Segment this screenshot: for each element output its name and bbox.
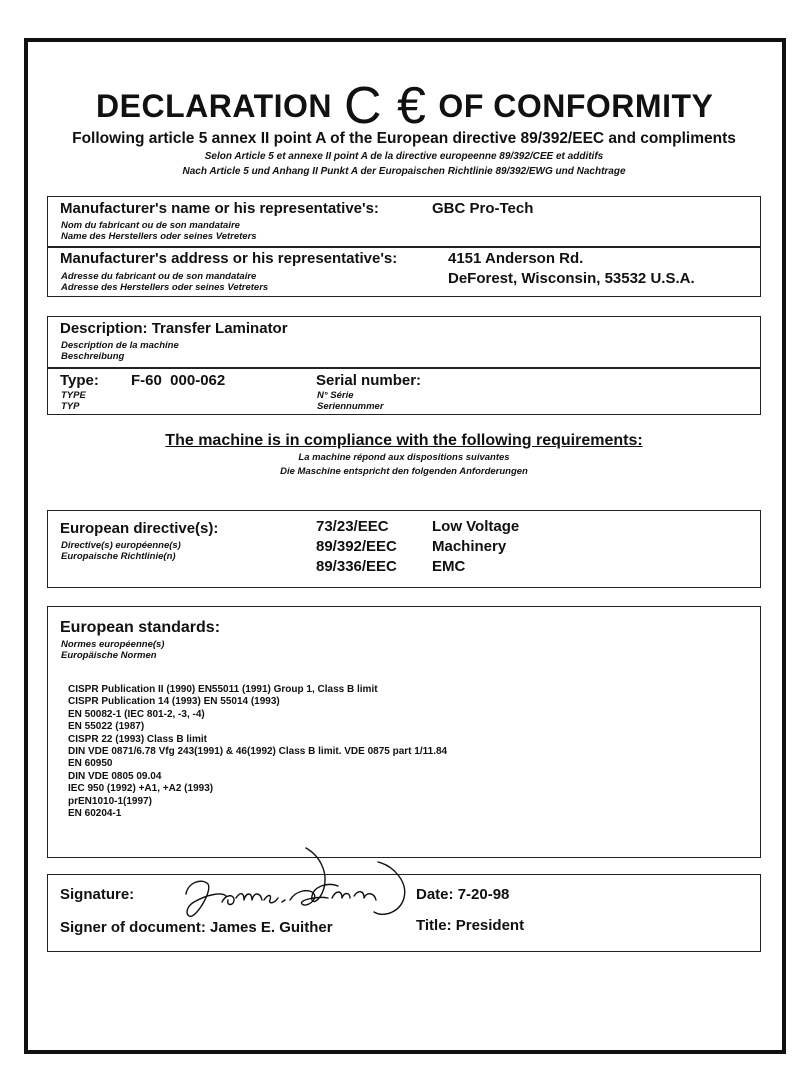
serial-label: Serial number: xyxy=(316,372,422,389)
directive-code: 89/336/EEC xyxy=(316,558,397,575)
subtitle-german: Nach Article 5 und Anhang II Punkt A der Europaischen Richtlinie 89/392/EWG und Nachtrage xyxy=(182,166,626,177)
date-row xyxy=(416,886,509,903)
standard-item: EN 60950 xyxy=(68,758,113,770)
title-value: President xyxy=(455,917,525,934)
directive-name: EMC xyxy=(432,558,466,575)
manufacturer-name-label: Manufacturer's name or his representative's: xyxy=(60,200,379,217)
serial-de: Seriennummer xyxy=(317,401,384,412)
standard-item: prEN1010-1(1997) xyxy=(68,795,152,807)
standard-item: CISPR 22 (1993) Class B limit xyxy=(68,733,207,745)
description-fr: Description de la machine xyxy=(61,340,179,351)
type-de: TYP xyxy=(61,401,80,412)
type-value: F-60 000-062 xyxy=(131,372,226,389)
standard-item: CISPR Publication 14 (1993) EN 55014 (1993) xyxy=(68,696,280,708)
standard-item: EN 60204-1 xyxy=(68,808,122,820)
standard-item: EN 55022 (1987) xyxy=(68,721,145,733)
handwritten-signature xyxy=(178,842,418,922)
standards-label: European standards: xyxy=(60,619,221,636)
title-row xyxy=(416,917,524,934)
subtitle-english: Following article 5 annex II point A of the European directive 89/392/EEC and compliments xyxy=(72,130,736,147)
title-left: DECLARATION xyxy=(96,87,332,124)
directives-label: European directive(s): xyxy=(60,520,219,537)
standard-item: DIN VDE 0871/6.78 Vfg 243(1991) & 46(1992) Class B limit. VDE 0875 part 1/11.84 xyxy=(68,746,448,758)
description-value: Transfer Laminator xyxy=(151,320,288,337)
standard-item: EN 50082-1 (IEC 801-2, -3, -4) xyxy=(68,708,205,720)
description-de: Beschreibung xyxy=(61,351,125,362)
manufacturer-address-fr: Adresse du fabricant ou de son mandataire xyxy=(61,271,257,282)
type-fr: TYPE xyxy=(61,390,86,401)
standards-de: Europäische Normen xyxy=(61,650,157,661)
signer-label: Signer of document: xyxy=(60,919,206,936)
standard-item: CISPR Publication II (1990) EN55011 (1991) Group 1, Class B limit xyxy=(68,684,378,695)
description-row xyxy=(60,320,288,337)
standards-fr: Normes européenne(s) xyxy=(61,639,165,650)
compliance-heading: The machine is in compliance with the following requirements: xyxy=(165,432,643,449)
manufacturer-address-line2: DeForest, Wisconsin, 53532 U.S.A. xyxy=(448,270,695,287)
standards-list xyxy=(68,684,447,820)
serial-fr: N° Série xyxy=(317,390,354,401)
date-label: Date: xyxy=(416,886,454,903)
type-label: Type: xyxy=(60,372,99,389)
compliance-de: Die Maschine entspricht den folgenden Anforderungen xyxy=(280,466,528,477)
directive-name: Machinery xyxy=(432,538,507,555)
manufacturer-divider xyxy=(47,246,761,248)
description-divider xyxy=(47,367,761,369)
date-value: 7-20-98 xyxy=(457,886,510,903)
manufacturer-name-fr: Nom du fabricant ou de son mandataire xyxy=(61,220,240,231)
title-right: OF CONFORMITY xyxy=(438,87,714,124)
manufacturer-address-de: Adresse des Herstellers oder seines Vetreters xyxy=(61,282,269,293)
directives-de: Europaische Richtlinie(n) xyxy=(61,551,176,562)
manufacturer-name-de: Name des Herstellers oder seines Vetreters xyxy=(61,231,257,242)
standard-item: DIN VDE 0805 09.04 xyxy=(68,770,162,782)
manufacturer-name-value: GBC Pro-Tech xyxy=(432,200,534,217)
directives-fr: Directive(s) européenne(s) xyxy=(61,540,181,551)
title-label: Title: xyxy=(416,917,452,934)
ce-mark: C € xyxy=(344,77,427,135)
directive-code: 73/23/EEC xyxy=(316,518,389,535)
manufacturer-address-line1: 4151 Anderson Rd. xyxy=(448,250,584,267)
directive-name: Low Voltage xyxy=(432,518,520,535)
page-title xyxy=(96,77,714,135)
manufacturer-address-label: Manufacturer's address or his representative's: xyxy=(60,250,398,267)
compliance-fr: La machine répond aux dispositions suivantes xyxy=(298,452,510,463)
signer-row xyxy=(60,919,333,936)
signature-label: Signature: xyxy=(60,886,135,903)
signer-value: James E. Guither xyxy=(210,919,333,936)
description-label: Description: xyxy=(60,320,148,337)
subtitle-french: Selon Article 5 et annexe II point A de la directive europeenne 89/392/CEE et additifs xyxy=(204,151,604,162)
directive-code: 89/392/EEC xyxy=(316,538,397,555)
standard-item: IEC 950 (1992) +A1, +A2 (1993) xyxy=(68,783,214,795)
